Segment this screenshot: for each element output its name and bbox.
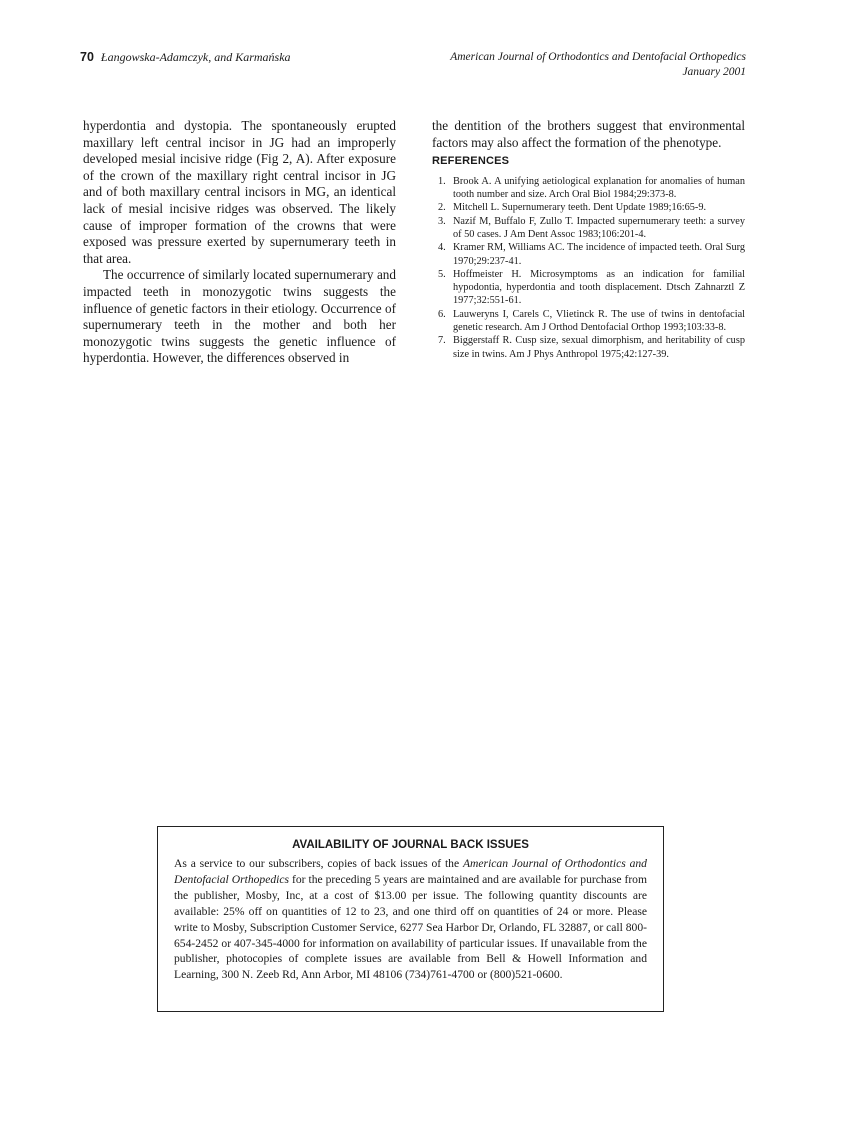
- issue-date: January 2001: [682, 66, 746, 78]
- running-header-authors: Łangowska-Adamczyk, and Karmańska: [100, 50, 291, 64]
- left-column: [83, 118, 396, 367]
- page-number: 70: [80, 50, 94, 64]
- notice-title: AVAILABILITY OF JOURNAL BACK ISSUES: [292, 839, 529, 851]
- reference-text: Brook A. A unifying aetiological explanation for anomalies of human tooth number and size. Arch Oral Biol 1984;29:373-8.: [453, 175, 745, 201]
- running-header-right: [450, 50, 746, 80]
- notice-text: [174, 856, 647, 983]
- reference-text: Hoffmeister H. Microsymptoms as an indication for familial hypodontia, hyperdontia and tooth displacement. Dtsch Zahnarztl Z 1977;32:551-61.: [453, 268, 745, 307]
- reference-item: [432, 241, 745, 268]
- reference-number: 1.: [438, 175, 446, 187]
- body-paragraph: the dentition of the brothers suggest that environmental factors may also affect the formation of the phenotype.: [432, 118, 745, 150]
- reference-number: 3.: [438, 215, 446, 227]
- back-issues-notice-box: [157, 826, 664, 1012]
- reference-item: [432, 334, 745, 361]
- reference-number: 2.: [438, 202, 446, 214]
- reference-text: Kramer RM, Williams AC. The incidence of impacted teeth. Oral Surg 1970;29:237-41.: [453, 242, 745, 267]
- reference-item: [432, 175, 745, 202]
- reference-text: Mitchell L. Supernumerary teeth. Dent Update 1989;16:65-9.: [453, 202, 707, 214]
- reference-number: 5.: [438, 268, 446, 280]
- references-heading: REFERENCES: [432, 155, 510, 168]
- right-column: [432, 118, 745, 361]
- notice-text-part: for the preceding 5 years are maintained and are available for purchase from the publisher, Mosby, Inc, at a cost of $13.00 per issue. The following quantity discounts are available: 25% off on quantities of 12 to 23, and one third off on quantities of 24 or more. Please write to Mosby, Subscription Customer Service, 6277 Sea Harbor Dr, Orlando, FL 32887, or call 800-654-2452 or 407-345-4000 for information on availability of particular issues. If unavailable from the publisher, photocopies of complete issues are available from Bell & Howell Information and Learning, 300 N. Zeeb Rd, Ann Arbor, MI 48106 (734)761-4700 or (800)521-0600.: [174, 872, 647, 982]
- references-list: [432, 175, 745, 361]
- reference-number: 6.: [438, 308, 446, 320]
- reference-item: [432, 268, 745, 308]
- journal-title: American Journal of Orthodontics and Dentofacial Orthopedics: [450, 51, 746, 63]
- reference-item: [432, 215, 745, 242]
- reference-text: Biggerstaff R. Cusp size, sexual dimorphism, and heritability of cusp size in twins. Am J Phys Anthropol 1975;42:127-39.: [453, 335, 745, 360]
- reference-number: 4.: [438, 242, 446, 254]
- reference-text: Nazif M, Buffalo F, Zullo T. Impacted supernumerary teeth: a survey of 50 cases. J Am Dent Assoc 1983;106:201-4.: [453, 215, 745, 240]
- reference-text: Lauweryns I, Carels C, Vlietinck R. The use of twins in dentofacial genetic research. Am J Orthod Dentofacial Orthop 1993;103:33-8.: [453, 308, 745, 334]
- body-paragraph: hyperdontia and dystopia. The spontaneously erupted maxillary left central incisor in JG had an improperly developed mesial incisive ridge (Fig 2, A). After exposure of the crown of the maxillary right central incisor in JG and of both maxillary central incisors in MG, an identical lack of mesial incisive ridges was observed. The likely cause of improper formation of the crowns that were exposed was pressure exerted by supernumerary teeth in that area.: [83, 118, 396, 266]
- body-paragraph: The occurrence of similarly located supernumerary and impacted teeth in monozygotic twins suggests the influence of genetic factors in their etiology. Occurrence of supernumerary teeth in the mother and both her monozygotic twins suggests the genetic influence of hyperdontia. However, the differences observed in: [83, 267, 396, 366]
- notice-text-part: As a service to our subscribers, copies of back issues of the: [174, 857, 463, 870]
- reference-number: 7.: [438, 335, 446, 347]
- reference-item: [432, 201, 745, 214]
- running-header-left: [80, 50, 291, 65]
- reference-item: [432, 308, 745, 335]
- notice-journal-name: American Journal of Orthodontics and Dentofacial Orthopedics: [174, 857, 647, 886]
